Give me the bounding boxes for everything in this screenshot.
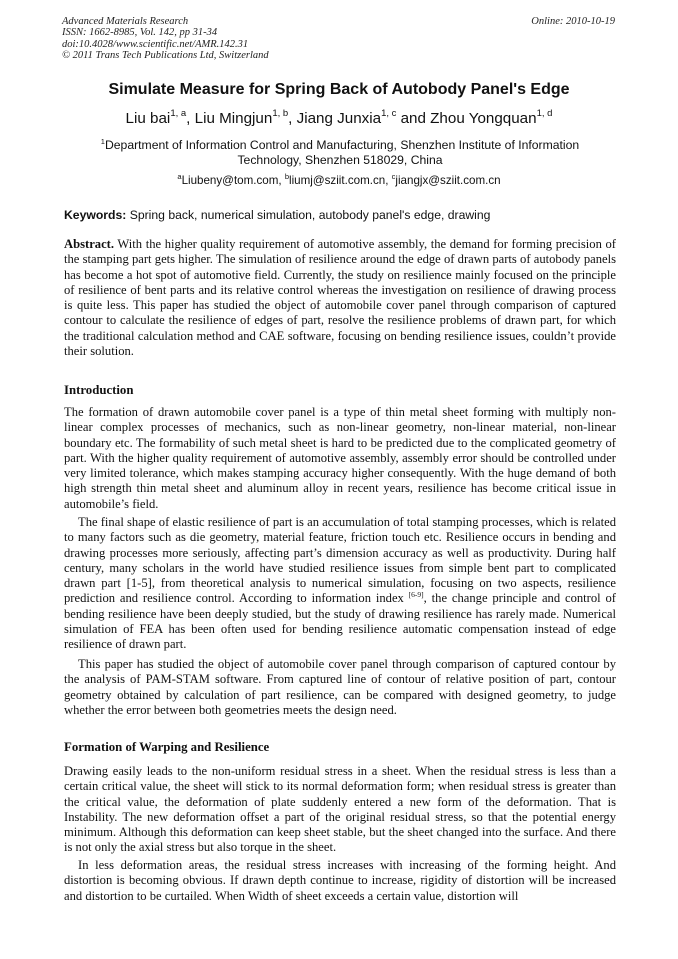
affiliation-mark: 1 xyxy=(100,137,105,146)
issn-line: ISSN: 1662-8985, Vol. 142, pp 31-34 xyxy=(62,27,218,39)
email-mark: a xyxy=(177,172,182,181)
formation-heading: Formation of Warping and Resilience xyxy=(64,740,270,754)
author-separator: , xyxy=(288,110,297,127)
author-list xyxy=(0,110,678,127)
author-name: Liu bai xyxy=(125,110,171,127)
journal-header xyxy=(62,16,269,62)
author-affil-mark: 1, a xyxy=(170,108,187,119)
intro-paragraph-3: This paper has studied the object of automobile cover panel through comparison of captured contour by the analysis of PAM-STAM software. From captured line of contour of relative position of part, contour geometry obtained by calculation of part resilience, can be compared with designed geometry, to judge whether the error between both geometries meets the design need. xyxy=(64,657,616,717)
author-name: Zhou Yongquan xyxy=(430,110,537,127)
journal-name: Advanced Materials Research xyxy=(62,16,189,27)
email-address: Liubeny@tom.com xyxy=(181,174,279,187)
author-affil-mark: 1, d xyxy=(536,108,553,119)
email-list: $^a$Liubeny@tom.com, $^b$liumj@sziit.com.cn, $^c$jiangjx@sziit.com.cn xyxy=(177,172,501,187)
keywords xyxy=(64,208,616,222)
author-conjunction: and xyxy=(396,110,431,127)
author-affil-mark: 1, b xyxy=(272,108,289,119)
email-mark: b xyxy=(284,172,290,181)
intro-paragraph-1: The formation of drawn automobile cover panel is a type of thin metal sheet forming with multiply non-linear complex processes of mechanics, such as non-linear geometry, non-linear material, non-linear boundary etc. The formability of such metal sheet is hard to be predicted due to the complicated geometry of part. With the higher quality requirement of automotive assembly, assembly error should be controlled under very limited tolerance, which makes stamping accuracy higher consequently. With the huge demand of both high strength thin metal sheet and aluminum alloy in recent years, resilience has become critical issue in automobile’s field. xyxy=(64,405,616,511)
abstract-label: Abstract. xyxy=(64,237,115,251)
intro-p2-text: The final shape of elastic resilience of part is an accumulation of total stamping processes, which is related to many factors such as die geometry, material feature, friction touch etc. Resilience occurs in bending and drawing processes more seriously, affecting part’s dimension accuracy as well as productivity. During half century, many scholars in the world have studied resilience issues from simple bent part to complicated drawn part [1-5], from theoretical analysis to numerical simulation, focusing on two aspects, resilience prediction and resilience control. According to information index xyxy=(64,515,616,606)
author-name: Liu Mingjun xyxy=(194,110,273,127)
email-mark: c xyxy=(391,172,396,181)
online-date: Online: 2010-10-19 xyxy=(531,16,615,27)
affiliation xyxy=(80,138,600,167)
intro-p2-text-cont: , the change principle and control of bending resilience have been deeply studied, but the study of drawing resilience has rarely made. Numerical simulation of FEA has been often used for bending resilience automatic compensation instead of edge resilience of drawn part. xyxy=(64,591,616,652)
introduction-heading: Introduction xyxy=(64,383,134,397)
author-affil-mark: 1, c xyxy=(381,108,397,119)
keywords-label: Keywords: xyxy=(64,208,127,222)
affiliation-text: Department of Information Control and Manufacturing, Shenzhen Institute of Information Technology, Shenzhen 518029, China xyxy=(104,138,580,167)
abstract-paragraph xyxy=(64,237,616,359)
formation-paragraph-2: In less deformation areas, the residual stress increases with increasing of the forming height. And distortion is becoming obvious. If drawn depth continue to increase, rigidity of distortion will be increased and distortion to be curtailed. When Width of sheet exceeds a certain value, distortion will xyxy=(64,858,616,903)
email-address: liumj@sziit.com.cn xyxy=(289,174,386,187)
author-name: Jiang Junxia xyxy=(296,110,382,127)
keywords-text: Spring back, numerical simulation, autobody panel's edge, drawing xyxy=(129,208,491,222)
copyright-line: © 2011 Trans Tech Publications Ltd, Switzerland xyxy=(62,50,269,62)
doi-line: doi:10.4028/www.scientific.net/AMR.142.31 xyxy=(62,38,249,50)
citation-ref: [6-9] xyxy=(408,590,424,600)
email-address: jiangjx@sziit.com.cn xyxy=(395,174,501,187)
formation-paragraph-1: Drawing easily leads to the non-uniform residual stress in a sheet. When the residual stress is less than a certain critical value, the sheet will stick to its normal deformation form; when residual stress is greater than the critical value, the deformation of plate suddenly entered a new form of the deformation. That is Instability. The new deformation offset a part of the original residual stress, so that the potential energy minimum. Although this deformation can keep sheet stable, but the sheet changed into the surface. And there is not only the axial stress but also torque in the sheet. xyxy=(64,764,616,855)
paper-title: Simulate Measure for Spring Back of Autobody Panel's Edge xyxy=(108,81,570,98)
abstract-text: With the higher quality requirement of automotive assembly, the demand for forming precision of the stamping part gets higher. The simulation of resilience around the edge of drawn parts of autobody panels has become a hot spot of automotive field. Currently, the study on resilience mainly focused on the principle of resilience of bent parts and its relative control whereas the investigation on resilience of drawing process is quite less. This paper has studied the object of automobile cover panel through comparison of captured contour to calculate the resilience of edges of part, resolve the resilience problems of drawn part, for which the traditional calculation method and CAE software, focusing on bending resilience issues, couldn’t provide their solution. xyxy=(64,237,616,359)
author-separator: , xyxy=(186,110,195,127)
intro-paragraph-2 xyxy=(64,515,616,653)
